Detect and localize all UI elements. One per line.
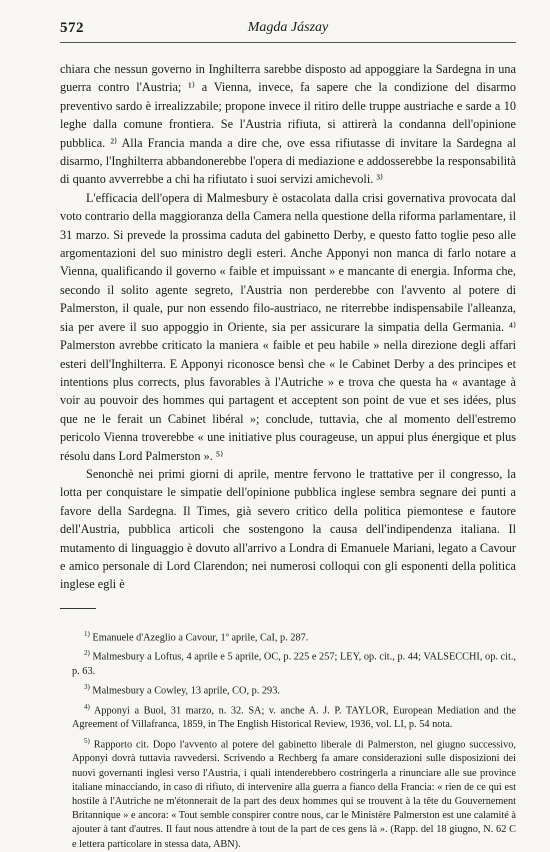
footnote <box>60 627 516 646</box>
footnote-separator <box>60 608 96 609</box>
main-text <box>60 60 516 594</box>
footnote-number: 3) <box>84 683 90 692</box>
footnote-text: Emanuele d'Azeglio a Cavour, 1º aprile, CaI, p. 287. <box>92 632 309 644</box>
running-title: Magda Jászay <box>247 20 329 35</box>
footnotes <box>60 627 516 852</box>
footnote <box>60 680 516 699</box>
paragraph: chiara che nessun governo in Inghilterra sarebbe disposto ad appoggiare la Sardegna in una guerra contro l'Austria; ¹⁾ a Vienna, invece, fa sapere che la condizione del disarmo preventivo sardo è irrealizzabile; propone invece il ritiro delle truppe austriache e sarde a 10 leghe dalla comune frontiera. Se l'Austria rifiuta, si attirerà la condanna dell'opinione pubblica. ²⁾ Alla Francia manda a dire che, ove essa rifiutasse di invitare la Sardegna al disarmo, l'Inghilterra abbandonerebbe l'opera di mediazione e addosserebbe la responsabilità di quanto avverrebbe a chi ha rifiutato i suoi servizi amichevoli. ³⁾ <box>60 62 516 187</box>
footnote-number: 5) <box>84 736 90 745</box>
footnote-text: Rapporto cit. Dopo l'avvento al potere del gabinetto liberale di Palmerston, nel giugno successivo, Apponyi dovrà tuttavia ravvedersi. Scrivendo a Rechberg fa amare considerazioni sulle disposizioni dei nuovi governanti inglesi verso l'Austria, i quali intenderebbero costringerla a rinunciare alle sue province italiane minacciando, in caso di rifiuto, di intervenire alla guerra a fianco della Francia: « rien de ce qui est hostile à l'Autriche ne m'étonnerait de la part des deux hommes qui se trouvent à la tête du Gouvernement Britannique » e ancora: « Tout semble conspirer contre nous, car le Ministère Palmerston est une calamité à ajouter à tant d'autres. Il faut nous attendre à tout de la part de ces gens là ». (Rapp. del 18 giugno, N. 62 C e lettera particolare in stessa data, ABN). <box>72 739 517 850</box>
footnote <box>60 700 516 733</box>
footnote-text: Malmesbury a Cowley, 13 aprile, CO, p. 293. <box>92 685 280 697</box>
page-number: 572 <box>60 20 84 36</box>
footnote <box>60 646 516 679</box>
footnote-number: 2) <box>84 649 90 658</box>
footnote <box>60 734 516 852</box>
paragraph: L'efficacia dell'opera di Malmesbury è ostacolata dalla crisi governativa provocata dal voto contrario della maggioranza della Camera nella questione della riforma parlamentare, il 31 marzo. Si prevede la prossima caduta del gabinetto Derby, e questo fatto toglie peso alle argomentazioni del suo ministro degli esteri. Anche Apponyi non manca di farlo notare a Vienna, qualificando il governo « faible et impuissant » e mancante di energia. Informa che, secondo il solito agente segreto, l'Austria non perderebbe con l'avvento al potere di Palmerston, il quale, pur non essendo filo-austriaco, ne riterrebbe indispensabile l'alleanza, sia per avere il suo appoggio in Oriente, sia per assicurare la simpatia della Germania. ⁴⁾ Palmerston avrebbe criticato la maniera « faible et peu habile » nella direzione degli affari esteri dell'Inghilterra. E Apponyi riconosce bensì che « le Cabinet Derby a des principes et intentions plus corrects, plus favorables à l'Autriche » e trova che questa ha « avantage à voir au pouvoir des hommes qui partagent et acceptent son point de vue et ses idées, plus que ne le ferait un Cabinet libéral »; conclude, tuttavia, che al momento dell'estremo pericolo Vienna troverebbe « une initiative plus courageuse, un appui plus énergique et plus résolu dans Lord Palmerston ». ⁵⁾ <box>60 190 516 463</box>
page-header <box>60 20 516 43</box>
footnote-text: Malmesbury a Loftus, 4 aprile e 5 aprile, OC, p. 225 e 257; LEY, op. cit., p. 44; VALSECCHI, op. cit., p. 63. <box>72 651 516 678</box>
footnote-number: 1) <box>84 629 90 638</box>
paragraph: Senonchè nei primi giorni di aprile, mentre fervono le trattative per il congresso, la lotta per conquistare le simpatie dell'opinione pubblica inglese sembra segnare dei punti a favore della Sardegna. Il Times, già severo critico della politica piemontese e fautore dell'Austria, pubblica articoli che sostengono la causa dell'indipendenza italiana. Il mutamento di linguaggio è dovuto all'arrivo a Londra di Emanuele Mariani, legato a Cavour e amico personale di Lord Clarendon; nei numerosi colloqui con gli esponenti della politica inglese egli è <box>60 466 516 592</box>
footnote-number: 4) <box>84 702 90 711</box>
footnote-text: Apponyi a Buol, 31 marzo, n. 32. SA; v. anche A. J. P. TAYLOR, European Mediation and the Agreement of Villafranca, 1859, in The English Historical Review, 1936, vol. LI, p. 54 nota. <box>72 705 516 731</box>
